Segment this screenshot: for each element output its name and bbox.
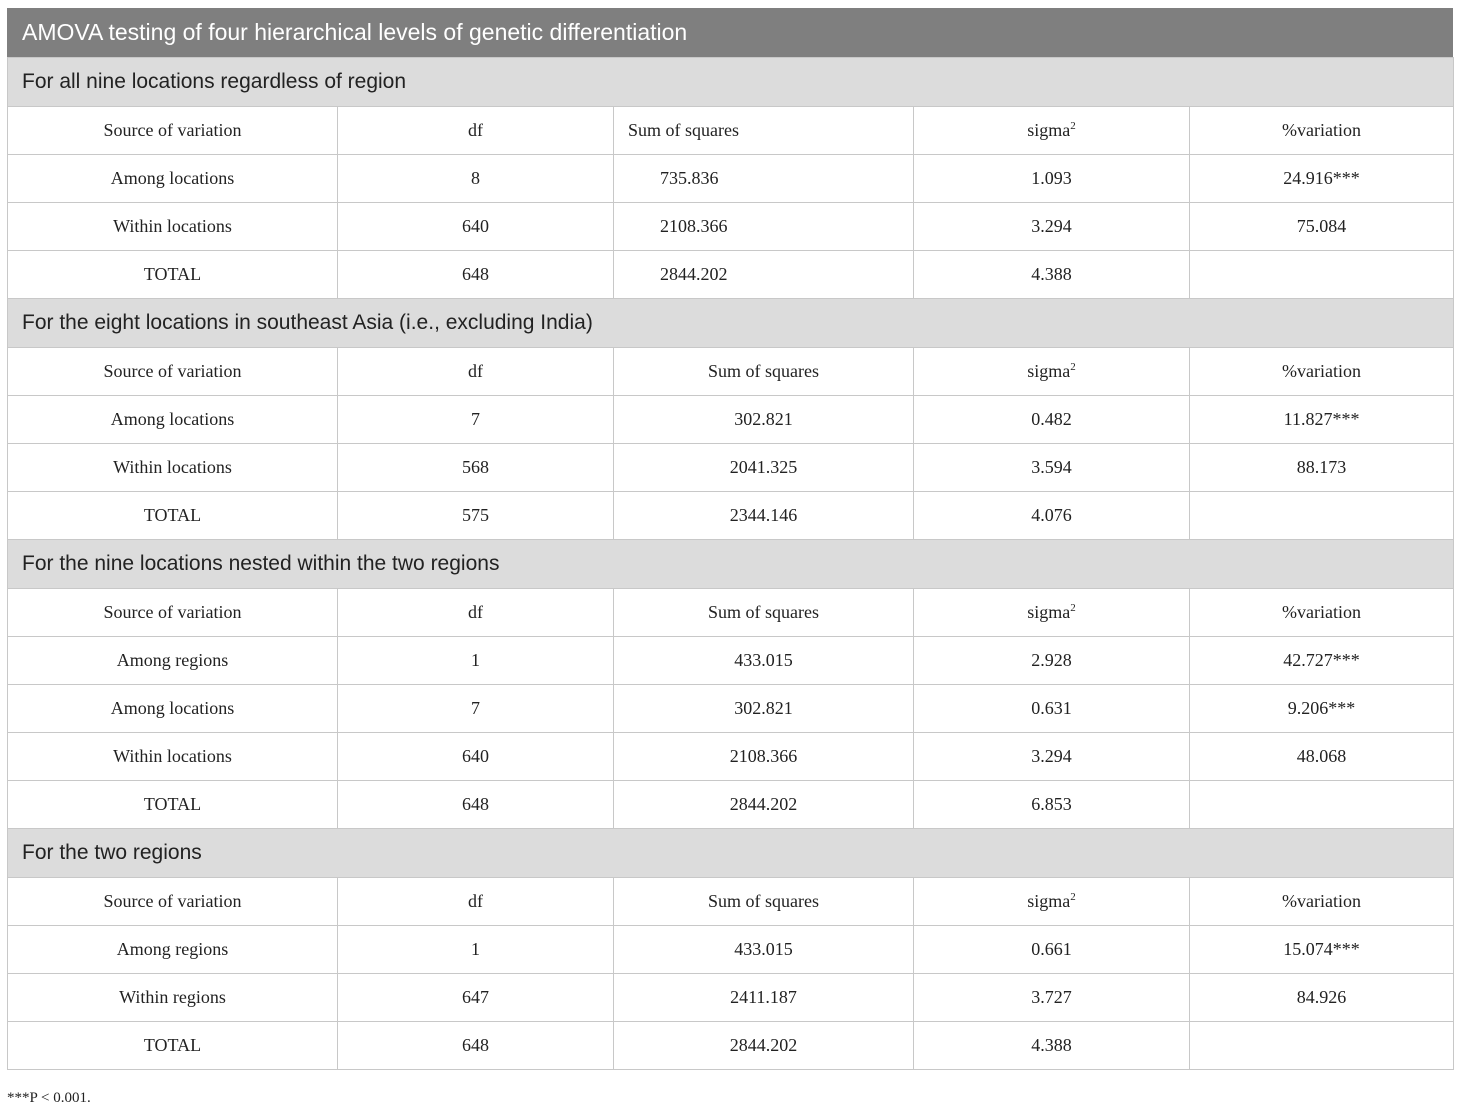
cell-df: 7 bbox=[338, 396, 614, 444]
section-title: For the eight locations in southeast Asia (i.e., excluding India) bbox=[8, 299, 1454, 348]
cell-source: TOTAL bbox=[8, 781, 338, 829]
cell-sigma: 4.388 bbox=[914, 251, 1190, 299]
cell-sum-of-squares: 302.821 bbox=[614, 685, 914, 733]
table-row bbox=[8, 444, 1454, 492]
header-source: Source of variation bbox=[8, 589, 338, 637]
cell-df: 568 bbox=[338, 444, 614, 492]
cell-df: 648 bbox=[338, 251, 614, 299]
cell-source: Among regions bbox=[8, 926, 338, 974]
table-row bbox=[8, 637, 1454, 685]
cell-pct-variation: 24.916*** bbox=[1190, 155, 1454, 203]
cell-source: Among regions bbox=[8, 637, 338, 685]
table-row bbox=[8, 733, 1454, 781]
header-sigma bbox=[914, 589, 1190, 637]
table-row bbox=[8, 396, 1454, 444]
header-df: df bbox=[338, 107, 614, 155]
section-header-row bbox=[8, 829, 1454, 878]
section-header-row bbox=[8, 299, 1454, 348]
cell-df: 640 bbox=[338, 733, 614, 781]
table-row bbox=[8, 1022, 1454, 1070]
cell-source: Within regions bbox=[8, 974, 338, 1022]
cell-sigma: 1.093 bbox=[914, 155, 1190, 203]
table-row bbox=[8, 251, 1454, 299]
section-title: For the two regions bbox=[8, 829, 1454, 878]
header-sum-of-squares: Sum of squares bbox=[614, 589, 914, 637]
header-df: df bbox=[338, 878, 614, 926]
section-title: For the nine locations nested within the two regions bbox=[8, 540, 1454, 589]
cell-sigma: 3.594 bbox=[914, 444, 1190, 492]
cell-pct-variation: 75.084 bbox=[1190, 203, 1454, 251]
header-source: Source of variation bbox=[8, 878, 338, 926]
cell-pct-variation: 11.827*** bbox=[1190, 396, 1454, 444]
header-pct-variation: %variation bbox=[1190, 107, 1454, 155]
amova-table bbox=[7, 57, 1454, 1070]
header-pct-variation: %variation bbox=[1190, 878, 1454, 926]
header-pct-variation: %variation bbox=[1190, 348, 1454, 396]
column-header-row bbox=[8, 107, 1454, 155]
cell-source: TOTAL bbox=[8, 492, 338, 540]
cell-sum-of-squares: 2041.325 bbox=[614, 444, 914, 492]
footnote: ***P < 0.001. bbox=[7, 1090, 91, 1106]
cell-sigma: 4.388 bbox=[914, 1022, 1190, 1070]
column-header-row bbox=[8, 589, 1454, 637]
cell-source: Within locations bbox=[8, 203, 338, 251]
cell-df: 648 bbox=[338, 781, 614, 829]
cell-sigma: 3.727 bbox=[914, 974, 1190, 1022]
table-title: AMOVA testing of four hierarchical levels of genetic differentiation bbox=[7, 8, 1453, 57]
cell-sigma: 3.294 bbox=[914, 733, 1190, 781]
cell-df: 1 bbox=[338, 926, 614, 974]
cell-pct-variation bbox=[1190, 1022, 1454, 1070]
header-pct-variation: %variation bbox=[1190, 589, 1454, 637]
header-sum-of-squares: Sum of squares bbox=[614, 878, 914, 926]
cell-pct-variation: 42.727*** bbox=[1190, 637, 1454, 685]
header-sigma-sup: 2 bbox=[1070, 120, 1076, 132]
cell-df: 648 bbox=[338, 1022, 614, 1070]
header-sigma-text: sigma bbox=[1027, 602, 1071, 622]
cell-source: Among locations bbox=[8, 396, 338, 444]
cell-source: Within locations bbox=[8, 444, 338, 492]
header-sum-of-squares: Sum of squares bbox=[614, 348, 914, 396]
section-header-row bbox=[8, 540, 1454, 589]
cell-sum-of-squares: 433.015 bbox=[614, 637, 914, 685]
cell-df: 1 bbox=[338, 637, 614, 685]
cell-sum-of-squares: 2844.202 bbox=[614, 1022, 914, 1070]
header-sigma-text: sigma bbox=[1027, 361, 1071, 381]
cell-pct-variation: 88.173 bbox=[1190, 444, 1454, 492]
cell-source: TOTAL bbox=[8, 1022, 338, 1070]
cell-sum-of-squares: 2108.366 bbox=[614, 203, 914, 251]
cell-sigma: 3.294 bbox=[914, 203, 1190, 251]
section-title: For all nine locations regardless of region bbox=[8, 58, 1454, 107]
cell-pct-variation bbox=[1190, 251, 1454, 299]
header-sigma-sup: 2 bbox=[1070, 891, 1076, 903]
table-row bbox=[8, 492, 1454, 540]
cell-sum-of-squares: 2844.202 bbox=[614, 251, 914, 299]
cell-sum-of-squares: 433.015 bbox=[614, 926, 914, 974]
cell-sum-of-squares: 2411.187 bbox=[614, 974, 914, 1022]
cell-sigma: 6.853 bbox=[914, 781, 1190, 829]
cell-df: 7 bbox=[338, 685, 614, 733]
header-source: Source of variation bbox=[8, 348, 338, 396]
cell-pct-variation bbox=[1190, 492, 1454, 540]
cell-pct-variation: 9.206*** bbox=[1190, 685, 1454, 733]
cell-df: 8 bbox=[338, 155, 614, 203]
cell-source: Within locations bbox=[8, 733, 338, 781]
cell-sum-of-squares: 2344.146 bbox=[614, 492, 914, 540]
header-sigma-sup: 2 bbox=[1070, 361, 1076, 373]
cell-sum-of-squares: 302.821 bbox=[614, 396, 914, 444]
cell-sigma: 0.661 bbox=[914, 926, 1190, 974]
header-df: df bbox=[338, 348, 614, 396]
table-row bbox=[8, 685, 1454, 733]
cell-sigma: 0.631 bbox=[914, 685, 1190, 733]
header-sigma-sup: 2 bbox=[1070, 602, 1076, 614]
cell-sigma: 0.482 bbox=[914, 396, 1190, 444]
table-row bbox=[8, 926, 1454, 974]
table-row bbox=[8, 155, 1454, 203]
cell-sum-of-squares: 2844.202 bbox=[614, 781, 914, 829]
cell-source: Among locations bbox=[8, 685, 338, 733]
header-sigma-text: sigma bbox=[1027, 120, 1071, 140]
header-sigma bbox=[914, 348, 1190, 396]
header-sigma bbox=[914, 107, 1190, 155]
cell-df: 647 bbox=[338, 974, 614, 1022]
cell-pct-variation bbox=[1190, 781, 1454, 829]
cell-pct-variation: 15.074*** bbox=[1190, 926, 1454, 974]
table-row bbox=[8, 781, 1454, 829]
cell-df: 575 bbox=[338, 492, 614, 540]
cell-source: Among locations bbox=[8, 155, 338, 203]
cell-sum-of-squares: 735.836 bbox=[614, 155, 914, 203]
cell-pct-variation: 84.926 bbox=[1190, 974, 1454, 1022]
section-header-row bbox=[8, 58, 1454, 107]
table-row bbox=[8, 974, 1454, 1022]
column-header-row bbox=[8, 878, 1454, 926]
cell-sigma: 2.928 bbox=[914, 637, 1190, 685]
table-row bbox=[8, 203, 1454, 251]
cell-df: 640 bbox=[338, 203, 614, 251]
header-df: df bbox=[338, 589, 614, 637]
cell-sum-of-squares: 2108.366 bbox=[614, 733, 914, 781]
header-sigma-text: sigma bbox=[1027, 891, 1071, 911]
cell-source: TOTAL bbox=[8, 251, 338, 299]
header-sigma bbox=[914, 878, 1190, 926]
amova-table-container bbox=[7, 8, 1453, 1070]
cell-pct-variation: 48.068 bbox=[1190, 733, 1454, 781]
header-sum-of-squares: Sum of squares bbox=[614, 107, 914, 155]
cell-sigma: 4.076 bbox=[914, 492, 1190, 540]
column-header-row bbox=[8, 348, 1454, 396]
header-source: Source of variation bbox=[8, 107, 338, 155]
